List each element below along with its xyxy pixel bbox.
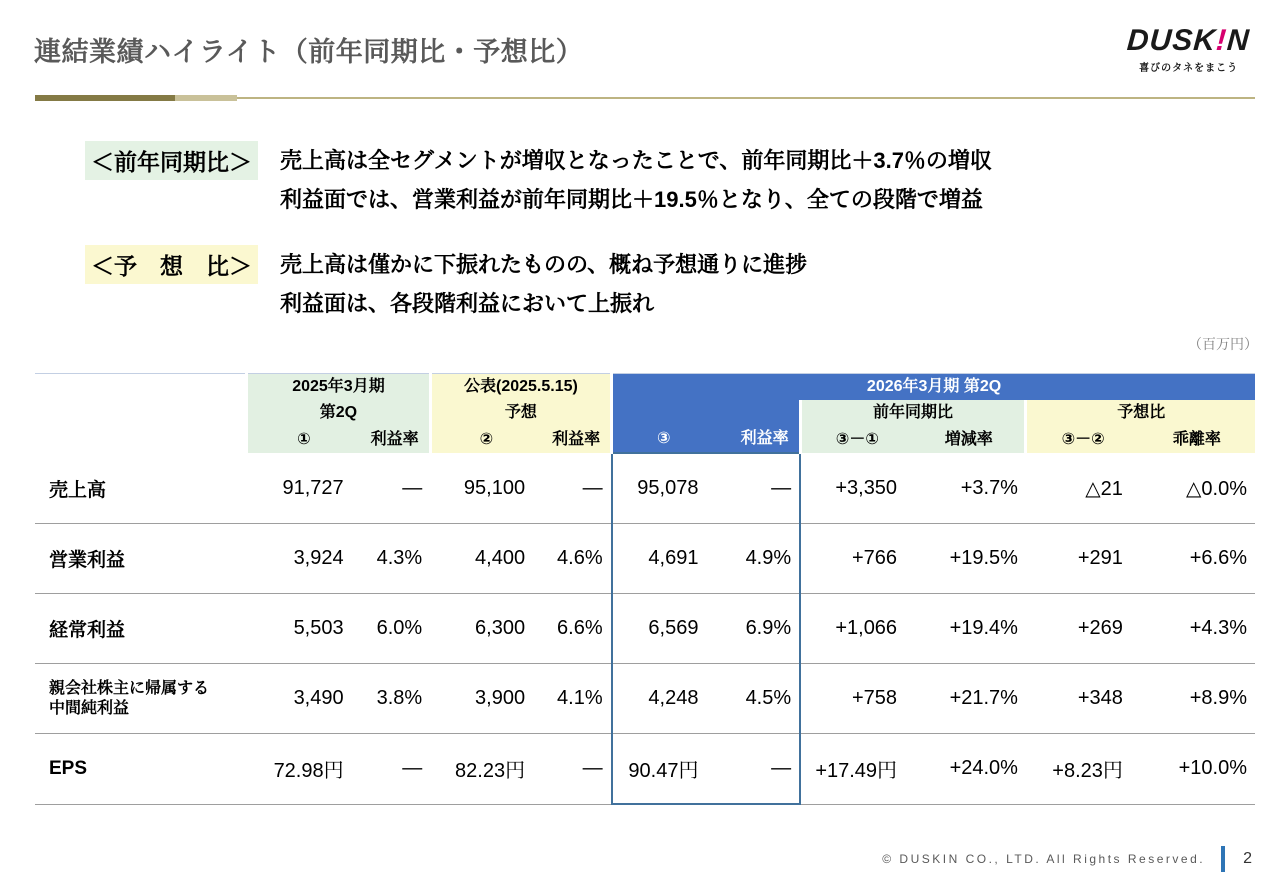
copyright-text: © DUSKIN CO., LTD. All Rights Reserved. bbox=[882, 852, 1206, 866]
row-label-line1: 親会社株主に帰属する bbox=[49, 679, 210, 697]
header-fy2026: 2026年3月期 第2Q bbox=[612, 374, 1255, 401]
cell-value: +269 bbox=[1026, 594, 1139, 664]
cell-value: 90.47円 bbox=[612, 734, 715, 805]
header-empty-cell bbox=[35, 426, 247, 453]
highlight-yoy-block bbox=[85, 141, 992, 219]
row-label: 経常利益 bbox=[35, 594, 247, 664]
cell-value: 4,248 bbox=[612, 664, 715, 734]
logo-text-prefix: DUSK bbox=[1126, 24, 1218, 57]
highlight-yoy-line1: 売上高は全セグメントが増収となったことで、前年同期比＋3.7％の増収 bbox=[280, 148, 992, 173]
table-header-row-3 bbox=[35, 426, 1255, 453]
cell-value: 6,300 bbox=[430, 594, 541, 664]
cell-value: +3,350 bbox=[800, 453, 913, 524]
cell-value: 3.8% bbox=[360, 664, 431, 734]
cell-value: 6.0% bbox=[360, 594, 431, 664]
cell-value: +348 bbox=[1026, 664, 1139, 734]
cell-value: — bbox=[360, 734, 431, 805]
cell-value: 5,503 bbox=[247, 594, 360, 664]
subheader-margin1: 利益率 bbox=[360, 426, 431, 453]
subheader-col3: ③ bbox=[612, 426, 715, 453]
cell-value: 4.3% bbox=[360, 524, 431, 594]
subheader-deviation-rate: 乖離率 bbox=[1139, 426, 1255, 453]
cell-value: +24.0% bbox=[913, 734, 1026, 805]
cell-value: 4.5% bbox=[714, 664, 800, 734]
table-row-eps bbox=[35, 734, 1255, 805]
row-label-line2: 中間純利益 bbox=[49, 699, 130, 717]
row-label: 売上高 bbox=[35, 453, 247, 524]
subheader-change-rate: 増減率 bbox=[913, 426, 1026, 453]
table-header-row-1 bbox=[35, 374, 1255, 401]
cell-value: — bbox=[714, 453, 800, 524]
cell-value: 72.98円 bbox=[247, 734, 360, 805]
cell-value: — bbox=[714, 734, 800, 805]
row-label bbox=[35, 664, 247, 734]
cell-value: +291 bbox=[1026, 524, 1139, 594]
header-q3-spacer bbox=[612, 400, 801, 426]
table-row-net-sales bbox=[35, 453, 1255, 524]
header-fy2025-line2: 第2Q bbox=[319, 404, 358, 421]
title-rule-thin-segment bbox=[237, 97, 1255, 99]
cell-value: +8.23円 bbox=[1026, 734, 1139, 805]
cell-value: 3,900 bbox=[430, 664, 541, 734]
cell-value: +3.7% bbox=[913, 453, 1026, 524]
header-empty-cell bbox=[35, 400, 247, 426]
cell-value: △0.0% bbox=[1139, 453, 1255, 524]
cell-value: △21 bbox=[1026, 453, 1139, 524]
highlight-forecast-label: ＜予 想 比＞ bbox=[85, 245, 258, 284]
cell-value: +17.49円 bbox=[800, 734, 913, 805]
header-forecast-line2: 予想 bbox=[504, 404, 537, 421]
cell-value: 3,924 bbox=[247, 524, 360, 594]
highlight-forecast-block bbox=[85, 245, 807, 323]
unit-note: （百万円） bbox=[1188, 336, 1258, 352]
highlight-yoy-line2: 利益面では、営業利益が前年同期比＋19.5％となり、全ての段階で増益 bbox=[280, 187, 983, 212]
header-fy2025-line1: 2025年3月期 bbox=[292, 378, 385, 395]
cell-value: 82.23円 bbox=[430, 734, 541, 805]
cell-value: 3,490 bbox=[247, 664, 360, 734]
cell-value: +758 bbox=[800, 664, 913, 734]
cell-value: +8.9% bbox=[1139, 664, 1255, 734]
cell-value: — bbox=[360, 453, 431, 524]
cell-value: 4.6% bbox=[541, 524, 612, 594]
header-forecast bbox=[430, 374, 611, 427]
logo-exclamation-icon: ! bbox=[1215, 24, 1229, 57]
cell-value: +19.5% bbox=[913, 524, 1026, 594]
header-forecast-line1: 公表(2025.5.15) bbox=[463, 378, 578, 395]
header-fy2025 bbox=[247, 374, 430, 427]
duskin-logo-wordmark bbox=[1126, 26, 1251, 56]
slide-footer bbox=[882, 846, 1252, 872]
title-rule-dark-segment bbox=[35, 95, 175, 101]
cell-value: 4,400 bbox=[430, 524, 541, 594]
page-title: 連結業績ハイライト（前年同期比・予想比） bbox=[34, 37, 584, 67]
header-vs-forecast-group: 予想比 bbox=[1026, 400, 1255, 426]
highlight-yoy-label: ＜前年同期比＞ bbox=[85, 141, 258, 180]
cell-value: — bbox=[541, 453, 612, 524]
cell-value: — bbox=[541, 734, 612, 805]
subheader-col2: ② bbox=[430, 426, 541, 453]
logo-tagline: 喜びのタネをまこう bbox=[1139, 63, 1239, 74]
cell-value: +1,066 bbox=[800, 594, 913, 664]
row-label: 営業利益 bbox=[35, 524, 247, 594]
row-label: EPS bbox=[35, 734, 247, 805]
subheader-diff-forecast: ③－② bbox=[1026, 426, 1139, 453]
cell-value: +21.7% bbox=[913, 664, 1026, 734]
title-rule-light-segment bbox=[175, 95, 237, 101]
cell-value: +766 bbox=[800, 524, 913, 594]
cell-value: 6,569 bbox=[612, 594, 715, 664]
table-row-net-income bbox=[35, 664, 1255, 734]
page-number: 2 bbox=[1243, 850, 1252, 867]
cell-value: 4,691 bbox=[612, 524, 715, 594]
cell-value: 4.9% bbox=[714, 524, 800, 594]
cell-value: +4.3% bbox=[1139, 594, 1255, 664]
cell-value: 4.1% bbox=[541, 664, 612, 734]
cell-value: +19.4% bbox=[913, 594, 1026, 664]
subheader-diff-yoy: ③－① bbox=[800, 426, 913, 453]
header-empty-cell bbox=[35, 374, 247, 401]
logo-text-suffix: N bbox=[1226, 24, 1252, 57]
header-yoy-group: 前年同期比 bbox=[800, 400, 1026, 426]
cell-value: 95,100 bbox=[430, 453, 541, 524]
table-row-operating-income bbox=[35, 524, 1255, 594]
cell-value: 91,727 bbox=[247, 453, 360, 524]
cell-value: 6.9% bbox=[714, 594, 800, 664]
duskin-logo bbox=[1127, 26, 1250, 74]
table-row-ordinary-income bbox=[35, 594, 1255, 664]
cell-value: 6.6% bbox=[541, 594, 612, 664]
cell-value: +10.0% bbox=[1139, 734, 1255, 805]
cell-value: 95,078 bbox=[612, 453, 715, 524]
subheader-col1: ① bbox=[247, 426, 360, 453]
financial-results-table bbox=[35, 373, 1255, 805]
page-number-divider bbox=[1221, 846, 1225, 872]
table-header-row-2 bbox=[35, 400, 1255, 426]
highlight-forecast-line1: 売上高は僅かに下振れたものの、概ね予想通りに進捗 bbox=[280, 252, 808, 277]
subheader-margin2: 利益率 bbox=[541, 426, 612, 453]
highlight-forecast-line2: 利益面は、各段階利益において上振れ bbox=[280, 291, 655, 316]
cell-value: +6.6% bbox=[1139, 524, 1255, 594]
subheader-margin3: 利益率 bbox=[714, 426, 800, 453]
